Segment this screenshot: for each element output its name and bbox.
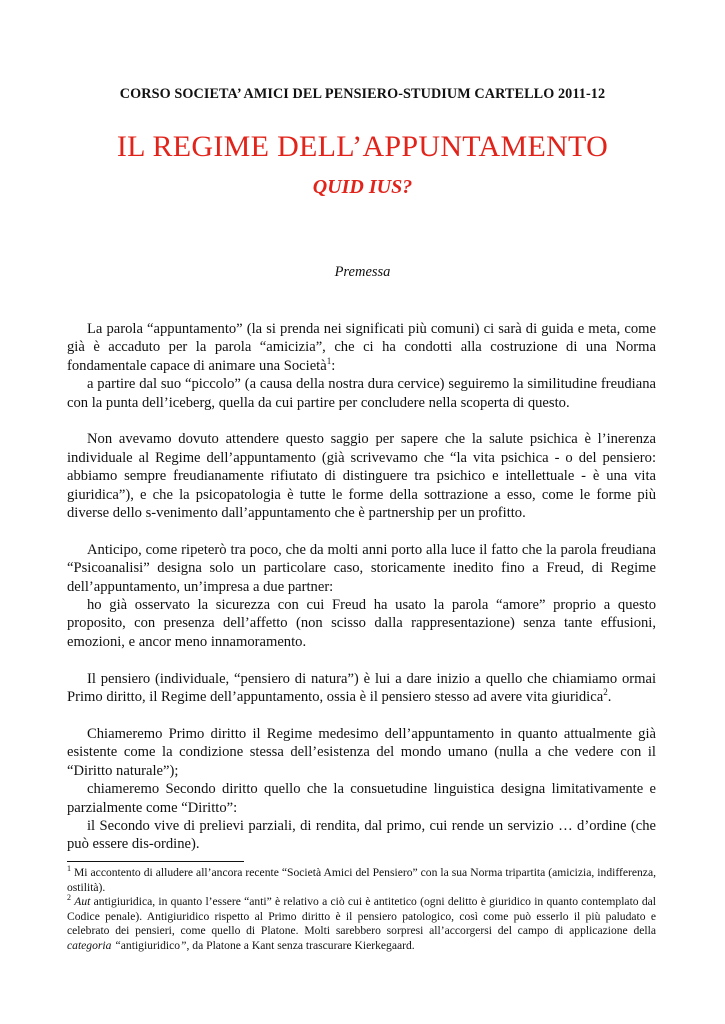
document-subtitle: QUID IUS?: [312, 176, 413, 198]
footnote-ref-1[interactable]: 1: [326, 355, 332, 366]
footnote-number: 1: [67, 864, 71, 874]
section-title: Premessa: [334, 264, 391, 280]
paragraph: ho già osservato la sicurezza con cui Freud ha usato la parola “amore” proprio a questo proposito, con presenza dell’affetto (non scisso dalla rappresentazione) senza tante effusioni, emozioni, e ancor meno innamoramento.: [67, 597, 656, 650]
paragraph: Anticipo, come ripeterò tra poco, che da molti anni porto alla luce il fatto che la parola freudiana “Psicoanalisi” designa solo un particolare caso, storicamente inedito fino a Freud, di Regime dell’appuntamento, un’impresa a due partner:: [67, 541, 656, 595]
footnote-2: $^2$ Aut antigiuridica, in quanto l’essere “anti” è relativo a ciò cui è antitetico (ogni delitto è giuridico in quanto contemplato dal Codice penale). Antigiuridico rispetto al Primo diritto è il pensiero patologico, così come può esserlo il più paludato e celebrato dei pensieri, come quello di Platone. Molti sarebbero sorpresi all’accorgersi del campo di applicazione della categoria “antigiuridico”, da Platone a Kant senza trascurare Kierkegaard.: [67, 893, 657, 952]
footnote-divider: [67, 861, 244, 862]
paragraph: La parola “appuntamento” (la si prenda nei significati più comuni) ci sarà di guida e meta, come già è accaduto per la parola “amicizia”, che ci ha condotti alla costruzione di una Norma fondamentale capace di animare una Società$^1$:: [67, 321, 656, 374]
paragraph: Chiameremo Primo diritto il Regime medesimo dell’appuntamento in quanto attualmente già esistente come la condizione stessa dell’esistenza del mondo umano (nulla a che vedere con il “Diritto naturale”);: [67, 725, 656, 779]
paragraph: Il pensiero (individuale, “pensiero di natura”) è lui a dare inizio a quello che chiamiamo ormai Primo diritto, il Regime dell’appuntamento, ossia è il pensiero stesso ad avere vita giuridica$^2$.: [67, 670, 656, 706]
footnote-number: 2: [67, 893, 71, 903]
document-title: IL REGIME DELL’APPUNTAMENTO: [116, 130, 609, 163]
paragraph: a partire dal suo “piccolo” (a causa della nostra dura cervice) seguiremo la similitudine freudiana con la punta dell’iceberg, quella da cui partire per concludere nella scoperta di questo.: [67, 376, 656, 411]
footnote-ref-2[interactable]: 2: [603, 687, 608, 698]
footnotes: [67, 866, 656, 953]
paragraph: chiameremo Secondo diritto quello che la consuetudine linguistica designa limitativamente e parzialmente come “Diritto”:: [67, 781, 656, 816]
course-heading: CORSO SOCIETA’ AMICI DEL PENSIERO-STUDIUM CARTELLO 2011-12: [119, 86, 606, 102]
paragraph: Non avevamo dovuto attendere questo saggio per sapere che la salute psichica è l’inerenza individuale al Regime dell’appuntamento (già scrivevamo che “la vita psichica - o del pensiero: abbiamo sempre freudianamente rifiutato di distinguere tra psichico e intellettuale - è una vita giuridica”), e che la psicopatologia è tutte le forme della sottrazione a esso, come le forme più diverse dello s-venimento dall’appuntamento che è partnership per un profitto.: [67, 431, 656, 522]
body-text: [67, 320, 656, 854]
paragraph: il Secondo vive di prelievi parziali, di rendita, dal primo, cui rende un servizio … d’ordine (che può essere dis-ordine).: [67, 817, 656, 853]
footnote-1: $^1$ Mi accontento di alludere all’ancora recente “Società Amici del Pensiero” con la sua Norma tripartita (amicizia, indifferenza, ostilità).: [67, 864, 656, 894]
